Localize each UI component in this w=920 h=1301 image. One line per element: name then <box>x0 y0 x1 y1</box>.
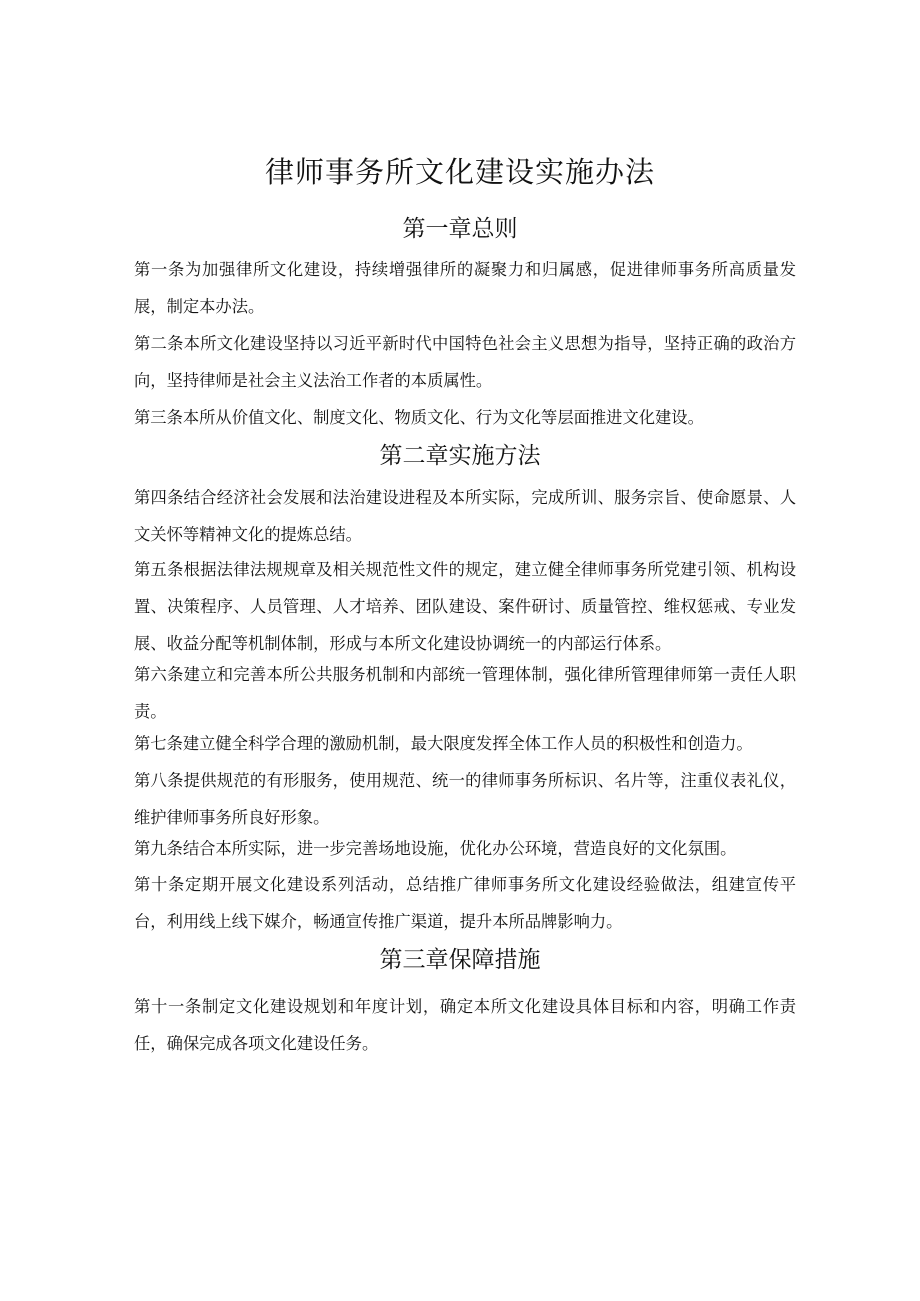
article-3: 第三条本所从价值文化、制度文化、物质文化、行为文化等层面推进文化建设。 <box>134 408 704 427</box>
article-5: 第五条根据法律法规规章及相关规范性文件的规定，建立健全律师事务所党建引领、机构设置、决策程序、人员管理、人才培养、团队建设、案件研讨、质量管控、维权惩戒、专业发展、收益分配等机制体制，形成与本所文化建设协调统一的内部运行体系。 <box>134 560 796 653</box>
chapter-heading-1: 第一章总则 <box>402 216 518 242</box>
chapter-heading-2: 第二章实施方法 <box>379 443 541 469</box>
article-6: 第六条建立和完善本所公共服务机制和内部统一管理体制，强化律所管理律师第一责任人职责。 <box>134 665 796 721</box>
article-4: 第四条结合经济社会发展和法治建设进程及本所实际，完成所训、服务宗旨、使命愿景、人文关怀等精神文化的提炼总结。 <box>134 488 796 544</box>
article-9: 第九条结合本所实际，进一步完善场地设施，优化办公环境，营造良好的文化氛围。 <box>134 839 737 858</box>
article-11: 第十一条制定文化建设规划和年度计划，确定本所文化建设具体目标和内容，明确工作责任，确保完成各项文化建设任务。 <box>134 997 796 1053</box>
article-7: 第七条建立健全科学合理的激励机制，最大限度发挥全体工作人员的积极性和创造力。 <box>134 734 753 753</box>
article-10: 第十条定期开展文化建设系列活动，总结推广律师事务所文化建设经验做法，组建宣传平台，利用线上线下媒介，畅通宣传推广渠道，提升本所品牌影响力。 <box>134 875 796 931</box>
article-2: 第二条本所文化建设坚持以习近平新时代中国特色社会主义思想为指导，坚持正确的政治方向，坚持律师是社会主义法治工作者的本质属性。 <box>134 334 796 390</box>
chapter-heading-3: 第三章保障措施 <box>379 947 541 973</box>
article-1: 第一条为加强律所文化建设，持续增强律所的凝聚力和归属感，促进律师事务所高质量发展，制定本办法。 <box>134 260 796 316</box>
article-8: 第八条提供规范的有形服务，使用规范、统一的律师事务所标识、名片等，注重仪表礼仪，维护律师事务所良好形象。 <box>134 771 796 827</box>
document-title: 律师事务所文化建设实施办法 <box>264 155 655 189</box>
